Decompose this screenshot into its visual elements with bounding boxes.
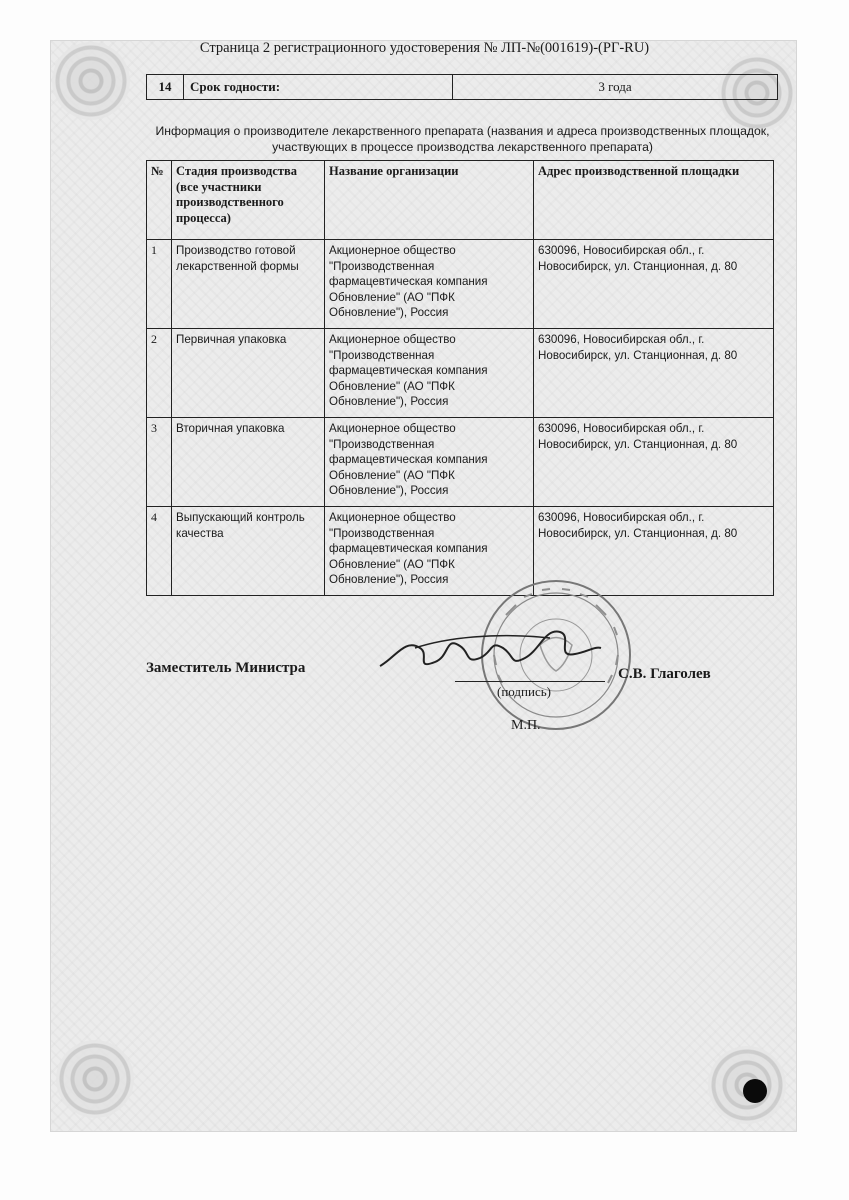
signature-caption: (подпись) bbox=[497, 684, 551, 699]
cell-organization: Акционерное общество "Производственная фармацевтическая компания Обновление" (АО "ПФК Обновление"), Россия bbox=[325, 418, 534, 507]
signature-line bbox=[455, 681, 605, 682]
table-row bbox=[147, 507, 774, 596]
header-address: Адрес производственной площадки bbox=[534, 161, 774, 240]
cell-num: 2 bbox=[147, 329, 172, 418]
cell-address: 630096, Новосибирская обл., г. Новосибирск, ул. Станционная, д. 80 bbox=[534, 418, 774, 507]
manufacturer-info-heading bbox=[140, 123, 785, 155]
shelf-life-value: 3 года bbox=[453, 75, 778, 100]
cell-address: 630096, Новосибирская обл., г. Новосибирск, ул. Станционная, д. 80 bbox=[534, 240, 774, 329]
seal-place-mark: М.П. bbox=[511, 718, 541, 733]
header-num: № bbox=[147, 161, 172, 240]
table-row bbox=[147, 240, 774, 329]
cell-num: 3 bbox=[147, 418, 172, 507]
table-row bbox=[147, 75, 778, 100]
table-row bbox=[147, 329, 774, 418]
manufacturer-table bbox=[146, 160, 774, 596]
table-row bbox=[147, 418, 774, 507]
page-title: Страница 2 регистрационного удостоверения № ЛП-№(001619)-(РГ-RU) bbox=[199, 40, 650, 56]
row-number: 14 bbox=[147, 75, 184, 100]
cell-stage: Выпускающий контроль качества bbox=[172, 507, 325, 596]
hole-punch-mark bbox=[743, 1079, 767, 1103]
cell-stage: Первичная упаковка bbox=[172, 329, 325, 418]
cell-num: 1 bbox=[147, 240, 172, 329]
cell-organization: Акционерное общество "Производственная фармацевтическая компания Обновление" (АО "ПФК Обновление"), Россия bbox=[325, 507, 534, 596]
shelf-life-label: Срок годности: bbox=[184, 75, 453, 100]
info-line-2: участвующих в процессе производства лекарственного препарата) bbox=[272, 140, 653, 154]
header-organization: Название организации bbox=[325, 161, 534, 240]
cell-num: 4 bbox=[147, 507, 172, 596]
header-stage: Стадия производства (все участники производственного процесса) bbox=[172, 161, 325, 240]
cell-stage: Вторичная упаковка bbox=[172, 418, 325, 507]
cell-organization: Акционерное общество "Производственная фармацевтическая компания Обновление" (АО "ПФК Обновление"), Россия bbox=[325, 329, 534, 418]
guilloche-rosette bbox=[56, 1040, 134, 1118]
table-header-row bbox=[147, 161, 774, 240]
handwritten-signature bbox=[375, 618, 605, 678]
cell-address: 630096, Новосибирская обл., г. Новосибирск, ул. Станционная, д. 80 bbox=[534, 329, 774, 418]
signatory-name: С.В. Глаголев bbox=[618, 666, 711, 682]
cell-address: 630096, Новосибирская обл., г. Новосибирск, ул. Станционная, д. 80 bbox=[534, 507, 774, 596]
cell-organization: Акционерное общество "Производственная фармацевтическая компания Обновление" (АО "ПФК Обновление"), Россия bbox=[325, 240, 534, 329]
cell-stage: Производство готовой лекарственной формы bbox=[172, 240, 325, 329]
signatory-role: Заместитель Министра bbox=[146, 660, 306, 676]
info-line-1: Информация о производителе лекарственного препарата (названия и адреса производственных площадок, bbox=[155, 124, 770, 138]
shelf-life-row-table bbox=[146, 74, 778, 100]
